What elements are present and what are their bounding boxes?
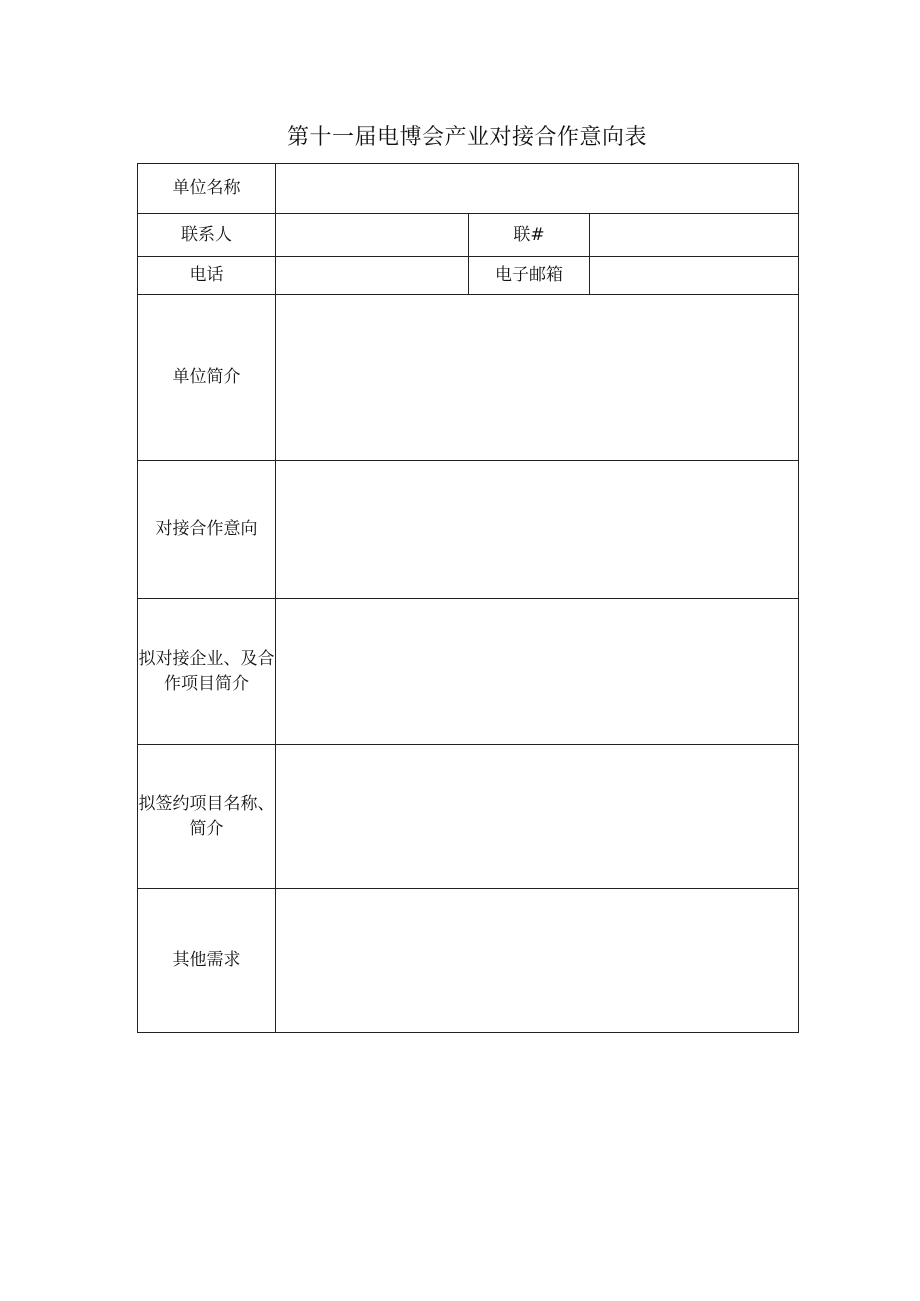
cooperation-intent-label: 对接合作意向 xyxy=(138,461,276,599)
phone-field[interactable] xyxy=(276,257,469,295)
row-contact xyxy=(138,214,799,257)
cooperation-intent-field[interactable] xyxy=(276,461,799,599)
row-phone-email xyxy=(138,257,799,295)
unit-intro-field[interactable] xyxy=(276,295,799,461)
contact-hash-label: 联# xyxy=(469,214,590,257)
row-other-needs xyxy=(138,889,799,1033)
other-needs-field[interactable] xyxy=(276,889,799,1033)
partner-enterprise-label: 拟对接企业、及合作项目简介 xyxy=(138,599,276,745)
row-signing-project xyxy=(138,745,799,889)
email-label: 电子邮箱 xyxy=(469,257,590,295)
unit-name-field[interactable] xyxy=(276,164,799,214)
contact-person-label: 联系人 xyxy=(138,214,276,257)
row-unit-name xyxy=(138,164,799,214)
row-unit-intro xyxy=(138,295,799,461)
contact-hash-field[interactable] xyxy=(590,214,799,257)
row-cooperation-intent xyxy=(138,461,799,599)
signing-project-label: 拟签约项目名称、简介 xyxy=(138,745,276,889)
other-needs-label: 其他需求 xyxy=(138,889,276,1033)
unit-name-label: 单位名称 xyxy=(138,164,276,214)
partner-enterprise-field[interactable] xyxy=(276,599,799,745)
contact-person-field[interactable] xyxy=(276,214,469,257)
page-title: 第十一届电博会产业对接合作意向表 xyxy=(286,125,647,150)
row-partner-enterprise xyxy=(138,599,799,745)
signing-project-field[interactable] xyxy=(276,745,799,889)
unit-intro-label: 单位简介 xyxy=(138,295,276,461)
cooperation-form-table xyxy=(137,163,799,1033)
phone-label: 电话 xyxy=(138,257,276,295)
email-field[interactable] xyxy=(590,257,799,295)
